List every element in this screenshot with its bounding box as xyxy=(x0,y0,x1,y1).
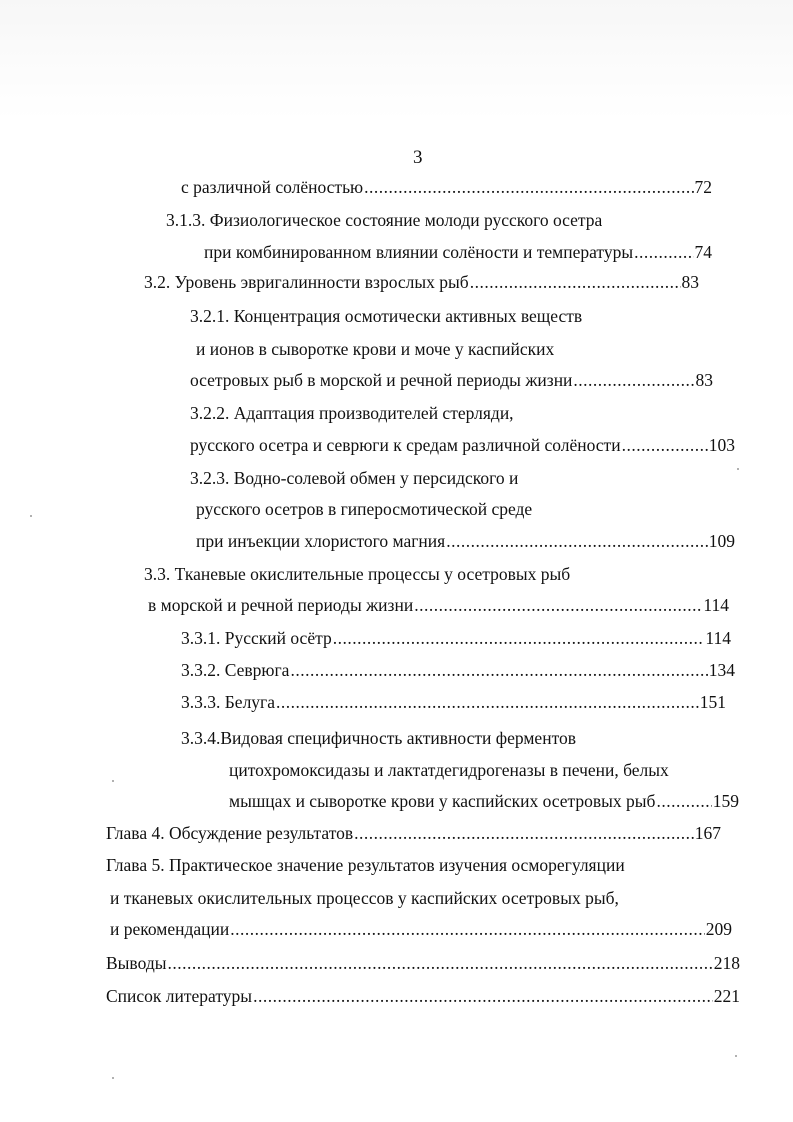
toc-entry-title: при инъекции хлористого магния xyxy=(196,531,446,551)
toc-entry-page: 72 xyxy=(694,177,712,197)
scan-speck xyxy=(112,780,114,782)
toc-entry xyxy=(166,209,602,231)
toc-leader-dots xyxy=(253,985,713,1007)
toc-entry xyxy=(110,887,619,909)
toc-entry-title: 3.2.2. Адаптация производителей стерляди, xyxy=(190,403,514,423)
toc-entry-title: русского осетров в гиперосмотической среде xyxy=(196,499,533,519)
toc-entry-page: 209 xyxy=(705,919,732,939)
toc-entry-page: 103 xyxy=(708,435,735,455)
toc-entry-title: Глава 5. Практическое значение результатов изучения осморегуляции xyxy=(106,855,625,875)
toc-entry xyxy=(190,467,518,489)
toc-entry xyxy=(190,305,582,327)
toc-entry-title: 3.3.1. Русский осётр xyxy=(181,628,332,648)
toc-entry xyxy=(144,563,570,585)
toc-entry-title: цитохромоксидазы и лактатдегидрогеназы в печени, белых xyxy=(229,760,669,780)
toc-entry-title: 3.1.3. Физиологическое состояние молоди русского осетра xyxy=(166,210,603,230)
toc-entry xyxy=(181,627,731,649)
toc-entry xyxy=(106,822,721,844)
toc-leader-dots xyxy=(230,918,704,940)
toc-leader-dots xyxy=(622,434,708,456)
scan-speck xyxy=(30,515,32,517)
toc-entry xyxy=(106,854,625,876)
toc-entry xyxy=(144,271,699,293)
toc-entry xyxy=(196,338,554,360)
toc-entry xyxy=(229,790,739,812)
toc-entry xyxy=(106,952,740,974)
toc-entry-page: 134 xyxy=(708,660,735,680)
toc-entry-page: 74 xyxy=(694,242,712,262)
toc-entry xyxy=(190,369,713,391)
toc-entry-page: 151 xyxy=(699,692,726,712)
scan-speck xyxy=(735,1055,737,1057)
toc-entry-page: 218 xyxy=(713,953,740,973)
toc-leader-dots xyxy=(414,594,702,616)
toc-entry-title: при комбинированном влиянии солёности и температуры xyxy=(204,242,634,262)
toc-leader-dots xyxy=(364,176,693,198)
toc-leader-dots xyxy=(470,271,681,293)
toc-leader-dots xyxy=(290,659,707,681)
toc-entry xyxy=(196,530,735,552)
toc-entry-page: 114 xyxy=(703,595,729,615)
toc-entry xyxy=(204,241,712,263)
toc-entry-title: мышцах и сыворотке крови у каспийских осетровых рыб xyxy=(229,791,656,811)
toc-entry-title: русского осетра и севрюги к средам различной солёности xyxy=(190,435,621,455)
toc-entry xyxy=(181,691,726,713)
toc-leader-dots xyxy=(656,790,711,812)
scan-speck xyxy=(112,1077,114,1079)
toc-entry xyxy=(190,402,514,424)
toc-entry-title: 3.2.3. Водно-солевой обмен у персидского и xyxy=(190,468,519,488)
toc-entry-title: 3.2. Уровень эвригалинности взрослых рыб xyxy=(144,272,469,292)
toc-entry-page: 167 xyxy=(694,823,721,843)
toc-entry-title: 3.3.4.Видовая специфичность активности ферментов xyxy=(181,728,576,748)
toc-entry-title: Выводы xyxy=(106,953,167,973)
toc-leader-dots xyxy=(276,691,699,713)
toc-entry xyxy=(181,176,712,198)
toc-leader-dots xyxy=(333,627,705,649)
toc-entry-title: и тканевых окислительных процессов у каспийских осетровых рыб, xyxy=(110,888,619,908)
toc-entry-page: 109 xyxy=(708,531,735,551)
page-number: 3 xyxy=(413,147,423,168)
scan-speck xyxy=(737,468,739,470)
toc-leader-dots xyxy=(354,822,694,844)
toc-entry-title: и ионов в сыворотке крови и моче у каспийских xyxy=(196,339,555,359)
toc-entry xyxy=(229,759,669,781)
toc-entry xyxy=(106,985,740,1007)
scan-shadow xyxy=(0,0,793,120)
toc-entry xyxy=(148,594,729,616)
toc-entry-page: 114 xyxy=(705,628,731,648)
toc-entry xyxy=(196,498,532,520)
toc-entry xyxy=(190,434,735,456)
toc-entry-page: 83 xyxy=(695,370,713,390)
toc-entry xyxy=(110,918,732,940)
toc-entry-page: 159 xyxy=(712,791,739,811)
toc-entry-title: 3.3. Тканевые окислительные процессы у осетровых рыб xyxy=(144,564,571,584)
toc-leader-dots xyxy=(446,530,708,552)
toc-entry-page: 83 xyxy=(681,272,699,292)
toc-entry-title: Список литературы xyxy=(106,986,253,1006)
toc-entry xyxy=(181,727,576,749)
toc-entry-title: в морской и речной периоды жизни xyxy=(148,595,414,615)
toc-entry-title: с различной солёностью xyxy=(181,177,364,197)
toc-leader-dots xyxy=(167,952,712,974)
toc-leader-dots xyxy=(634,241,693,263)
toc-leader-dots xyxy=(573,369,694,391)
toc-entry-title: 3.2.1. Концентрация осмотически активных веществ xyxy=(190,306,583,326)
toc-entry-title: Глава 4. Обсуждение результатов xyxy=(106,823,354,843)
toc-entry xyxy=(181,659,735,681)
toc-entry-title: осетровых рыб в морской и речной периоды жизни xyxy=(190,370,573,390)
toc-entry-page: 221 xyxy=(713,986,740,1006)
toc-entry-title: 3.3.2. Севрюга xyxy=(181,660,290,680)
toc-entry-title: 3.3.3. Белуга xyxy=(181,692,275,712)
toc-entry-title: и рекомендации xyxy=(110,919,230,939)
